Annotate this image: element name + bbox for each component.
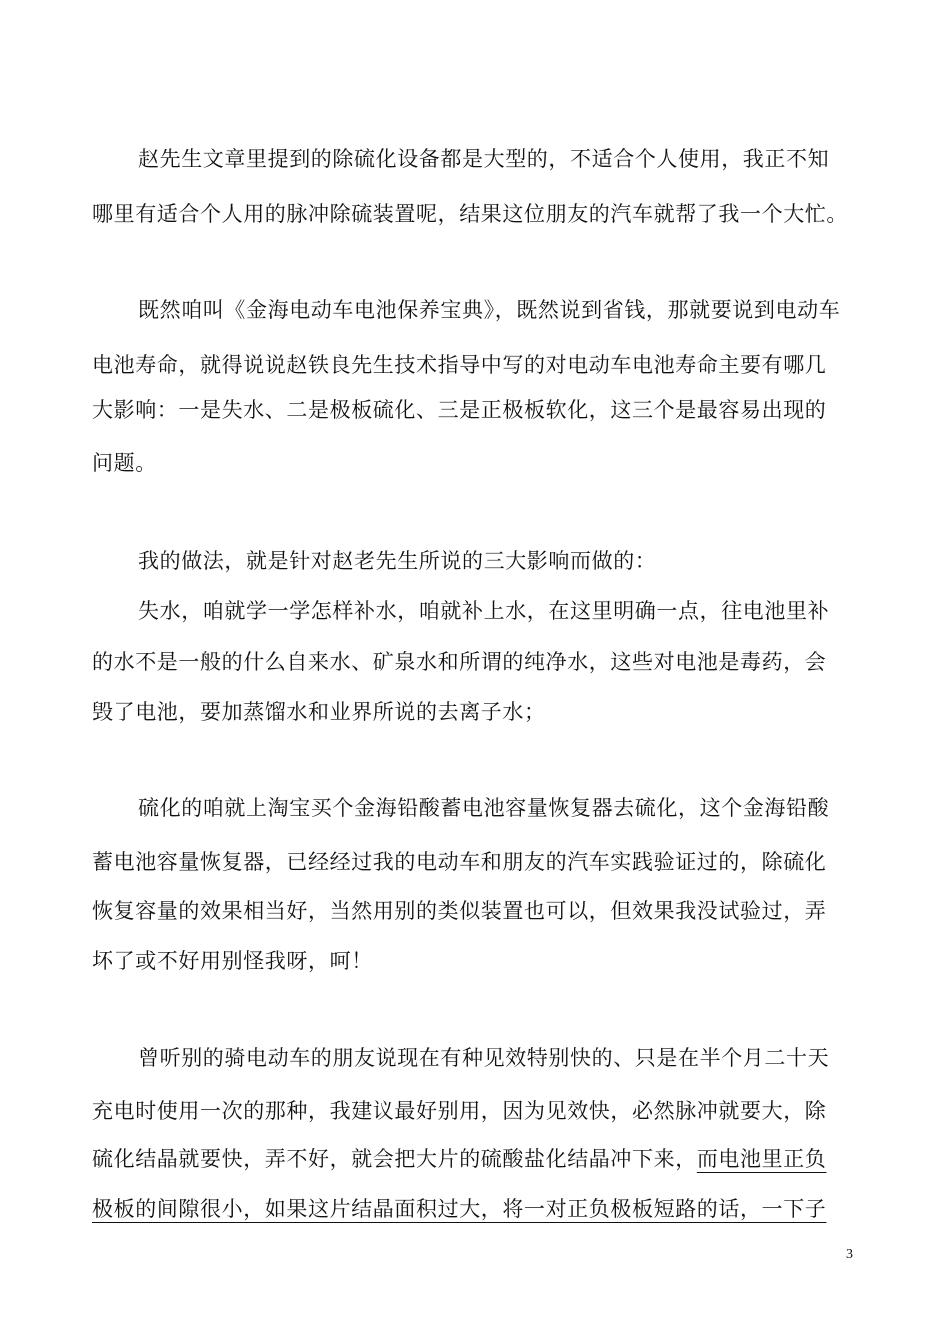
paragraph-2-line-1: 既然咱叫《金海电动车电池保养宝典》，既然说到省钱，那就要说到电动车: [138, 298, 841, 322]
paragraph-2-line-2: 电池寿命，就得说说赵铁良先生技术指导中写的对电动车电池寿命主要有哪几: [92, 353, 827, 377]
paragraph-5-line-4: 坏了或不好用别怪我呀，呵！: [92, 949, 373, 973]
paragraph-5-line-3: 恢复容量的效果相当好，当然用别的类似装置也可以，但效果我没试验过，弄: [92, 899, 827, 923]
paragraph-6-line-1: 曾听别的骑电动车的朋友说现在有种见效特别快的、只是在半个月二十天: [138, 1046, 830, 1070]
paragraph-4-line-3: 毁了电池，要加蒸馏水和业界所说的去离子水；: [92, 700, 546, 724]
paragraph-6-line-3-text: 硫化结晶就要快，弄不好，就会把大片的硫酸盐化结晶冲下来，: [92, 1147, 697, 1171]
paragraph-4-line-2: 的水不是一般的什么自来水、矿泉水和所谓的纯净水，这些对电池是毒药，会: [92, 650, 827, 674]
paragraph-1-line-2: 哪里有适合个人用的脉冲除硫装置呢，结果这位朋友的汽车就帮了我一个大忙。: [92, 202, 848, 226]
paragraph-3-line-1: 我的做法，就是针对赵老先生所说的三大影响而做的：: [138, 549, 657, 573]
page-number: 3: [846, 1247, 853, 1262]
underlined-text-segment: 而电池里正负: [696, 1147, 827, 1171]
paragraph-2-line-3: 大影响：一是失水、二是极板硫化、三是正极板软化，这三个是最容易出现的: [92, 398, 827, 422]
paragraph-4-line-1: 失水，咱就学一学怎样补水，咱就补上水，在这里明确一点，往电池里补: [138, 599, 830, 623]
paragraph-5-line-2: 蓄电池容量恢复器，已经经过我的电动车和朋友的汽车实践验证过的，除硫化: [92, 850, 827, 874]
paragraph-6-line-2: 充电时使用一次的那种，我建议最好别用，因为见效快，必然脉冲就要大，除: [92, 1099, 827, 1123]
paragraph-5-line-1: 硫化的咱就上淘宝买个金海铅酸蓄电池容量恢复器去硫化，这个金海铅酸: [138, 796, 830, 820]
paragraph-6-line-3: [92, 1145, 862, 1173]
paragraph-6-line-4: 极板的间隙很小，如果这片结晶面积过大，将一对正负极板短路的话，一下子: [92, 1197, 827, 1221]
paragraph-1-line-1: 赵先生文章里提到的除硫化设备都是大型的，不适合个人使用，我正不知: [138, 147, 830, 171]
paragraph-2-line-4: 问题。: [92, 451, 157, 475]
